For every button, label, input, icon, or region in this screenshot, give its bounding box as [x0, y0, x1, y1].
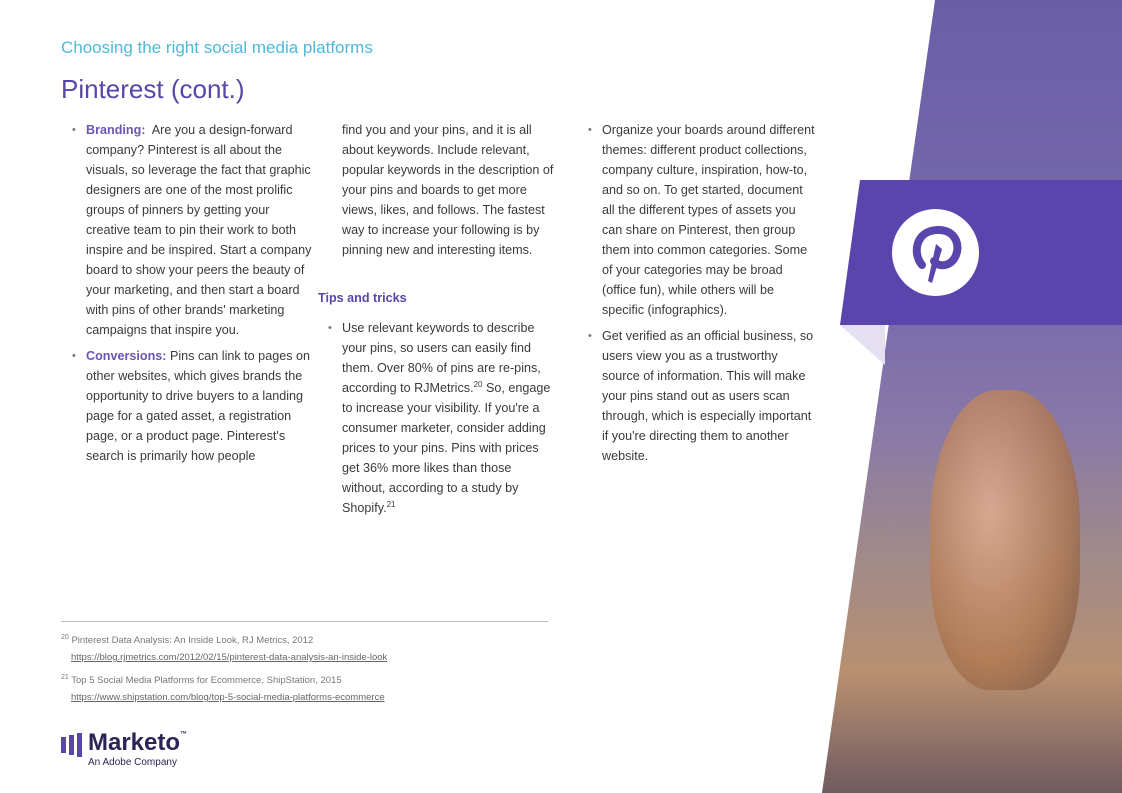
column-2: [318, 120, 558, 524]
footnote: [61, 632, 387, 666]
list-item: • Get verified as an official business, so users view you as a trustworthy source of information. This will make your pins stand out as users scan through, which is especially important if you're directing them to another website.: [578, 326, 818, 466]
footnote-text: Top 5 Social Media Platforms for Ecommerce, ShipStation, 2015: [71, 675, 342, 686]
branding-text: Are you a design-forward company? Pinterest is all about the visuals, so leverage the fact that graphic designers are one of the most prolific groups of pinners by getting your creative team to pin their work to both inspire and be inspired. Start a company board to show your peers the beauty of your marketing, and then start a board with pins of other brands' marketing campaigns that inspire you.: [86, 123, 312, 337]
pinterest-logo-icon: [892, 209, 979, 296]
continued-text: find you and your pins, and it is all about keywords. Include relevant, popular keywords in the description of your pins and boards to get more views, likes, and follows. The fastest way to increase your following is by pinning new and interesting items.: [342, 123, 554, 257]
list-item: [62, 346, 312, 466]
footnote-link[interactable]: https://blog.rjmetrics.com/2012/02/15/pinterest-data-analysis-an-inside-look: [71, 652, 388, 663]
list-item: [62, 120, 312, 340]
page-title: Pinterest (cont.): [61, 74, 245, 104]
section-kicker: Choosing the right social media platforms: [61, 38, 373, 57]
footnote-number: 20: [61, 633, 69, 641]
footnote-link[interactable]: https://www.shipstation.com/blog/top-5-social-media-platforms-ecommerce: [71, 692, 385, 703]
logo-name: Marketo: [88, 729, 181, 756]
logo-tm: ™: [180, 731, 188, 738]
conversions-label: Conversions:: [86, 349, 167, 363]
marketo-bars-icon: [61, 733, 82, 757]
footnote-text: Pinterest Data Analysis: An Inside Look, RJ Metrics, 2012: [71, 635, 314, 646]
marketo-logo: [61, 730, 187, 769]
list-item: • Organize your boards around different themes: different product collections, company culture, inspiration, how-to, and so on. To get started, document all the different types of assets you can share on Pinterest, then group them into common categories. Some of your categories may be broad (office fun), while others will be specific (infographics).: [578, 120, 818, 320]
footnote-number: 21: [61, 673, 69, 681]
tips-heading: Tips and tricks: [318, 291, 407, 305]
column-3: [578, 120, 818, 472]
woman-figure: [930, 390, 1080, 690]
footnote-divider: [61, 621, 548, 622]
tip-text: So, engage to increase your visibility. If you're a consumer marketer, consider adding prices to your pins. Pins with prices get 36% more likes than those without, according to a study by Shopify.: [342, 381, 551, 515]
footnote-ref[interactable]: 20: [473, 379, 483, 389]
column-1: [62, 120, 312, 472]
conversions-text: Pins can link to pages on other websites, which gives brands the opportunity to drive buyers to a landing page for a gated asset, a registration page, or a product page. Pinterest's search is primarily how people: [86, 349, 311, 463]
branding-label: Branding:: [86, 123, 146, 137]
footnote: [61, 672, 385, 706]
list-item: [318, 318, 558, 518]
footnote-ref[interactable]: 21: [386, 499, 396, 509]
logo-tagline: An Adobe Company: [88, 757, 177, 768]
tip-text: Use relevant keywords to describe your pins, so users can easily find them. Over 80% of pins are re-pins, according to RJMetrics.: [342, 321, 541, 395]
